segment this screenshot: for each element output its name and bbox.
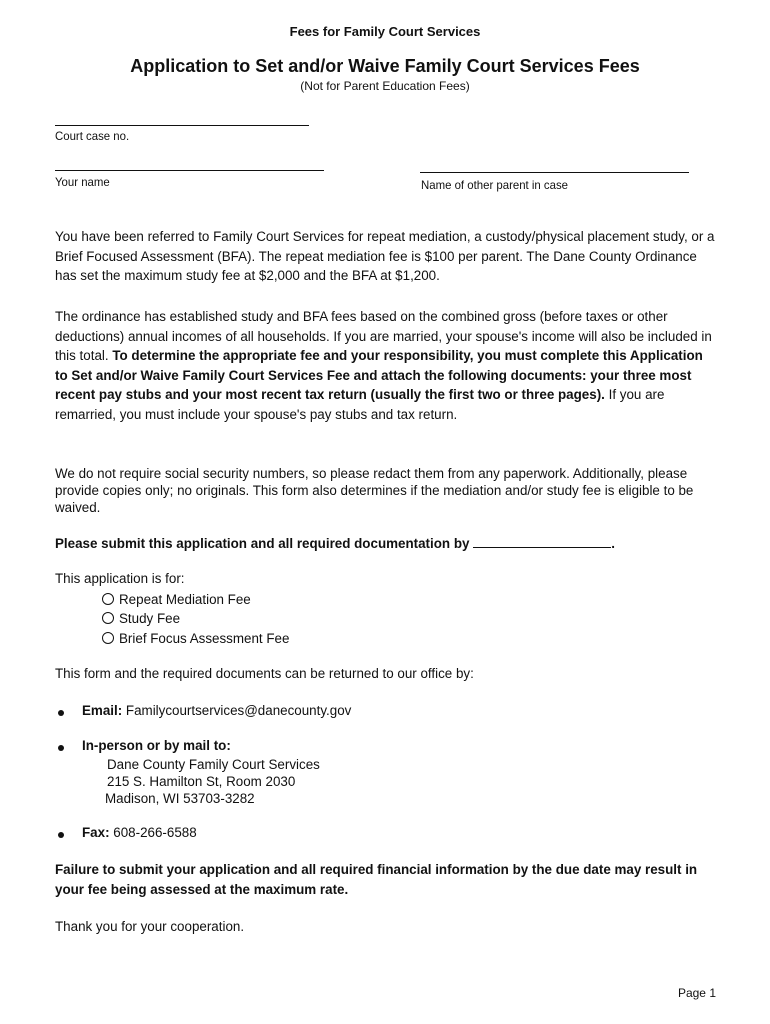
submit-by-end: . (611, 536, 615, 551)
email-label: Email: (82, 703, 123, 718)
inperson-label: In-person or by mail to: (82, 738, 231, 753)
radio-icon[interactable] (102, 593, 114, 605)
option-label: Repeat Mediation Fee (119, 591, 251, 607)
application-for-label: This application is for: (55, 571, 185, 586)
bullet-icon (58, 832, 64, 838)
other-parent-label: Name of other parent in case (421, 178, 569, 192)
fax-label: Fax: (82, 825, 110, 840)
option-repeat-mediation[interactable] (102, 589, 251, 609)
paragraph-2-bold-instructions: To determine the appropriate fee and your responsibility, you must complete this Application to Set and/or Waive Family Court Services Fee and attach the following documents: your three most recent pay stubs and your most recent tax return (usually the first two or three pages). (55, 348, 703, 402)
radio-icon[interactable] (102, 632, 114, 644)
submit-by-date-blank (473, 535, 611, 548)
option-label: Brief Focus Assessment Fee (119, 630, 290, 646)
radio-icon[interactable] (102, 612, 114, 624)
fax-item (82, 825, 197, 840)
document-title: Application to Set and/or Waive Family Court Services Fees (130, 56, 640, 76)
bullet-icon (58, 710, 64, 716)
address-line-3: Madison, WI 53703-3282 (105, 791, 255, 806)
email-item (82, 703, 351, 718)
paragraph-2-tail: If you are remarried, you must include your spouse's pay stubs and tax return. (55, 387, 665, 422)
your-name-label: Your name (55, 175, 110, 189)
paragraph-2-text: The ordinance has established study and BFA fees based on the combined gross (before taxes or other deductions) annual incomes of all households. If you are married, your spouse's income will also be included in this total. (55, 309, 712, 363)
option-label: Study Fee (119, 610, 181, 626)
failure-warning: Failure to submit your application and all required financial information by the due date may result in your fee being assessed at the maximum rate. (55, 862, 698, 897)
submit-by-text: Please submit this application and all required documentation by (55, 536, 470, 551)
other-parent-field[interactable] (420, 172, 689, 173)
option-brief-focus-assessment[interactable] (102, 628, 289, 648)
your-name-field[interactable] (55, 170, 324, 171)
option-study-fee[interactable] (102, 608, 180, 628)
thank-you-text: Thank you for your cooperation. (55, 919, 245, 934)
submit-by-line (55, 534, 717, 554)
fax-number: 608-266-6588 (109, 825, 197, 840)
intro-paragraph-3: We do not require social security numbers, so please redact them from any paperwork. Additionally, please provide copies only; no originals. This form also determines if the mediation and/or study fee is eligible to be waived. (55, 466, 694, 515)
address-line-2: 215 S. Hamilton St, Room 2030 (107, 774, 296, 789)
page-number: Page 1 (677, 986, 716, 1000)
address-line-1: Dane County Family Court Services (107, 757, 320, 772)
document-subtitle: (Not for Parent Education Fees) (300, 79, 470, 93)
document-header: Fees for Family Court Services (289, 24, 481, 39)
intro-paragraph-1: You have been referred to Family Court Services for repeat mediation, a custody/physical placement study, or a Brief Focused Assessment (BFA). The repeat mediation fee is $100 per parent. The Dane County Ordinance has set the maximum study fee at $2,000 and the BFA at $1,200. (55, 229, 715, 283)
return-intro: This form and the required documents can be returned to our office by: (55, 666, 474, 681)
bullet-icon (58, 745, 64, 751)
court-case-field[interactable] (55, 125, 309, 126)
email-address-link[interactable]: Familycourtservices@danecounty.gov (122, 703, 352, 718)
intro-paragraph-2 (55, 307, 717, 424)
court-case-label: Court case no. (55, 129, 130, 143)
